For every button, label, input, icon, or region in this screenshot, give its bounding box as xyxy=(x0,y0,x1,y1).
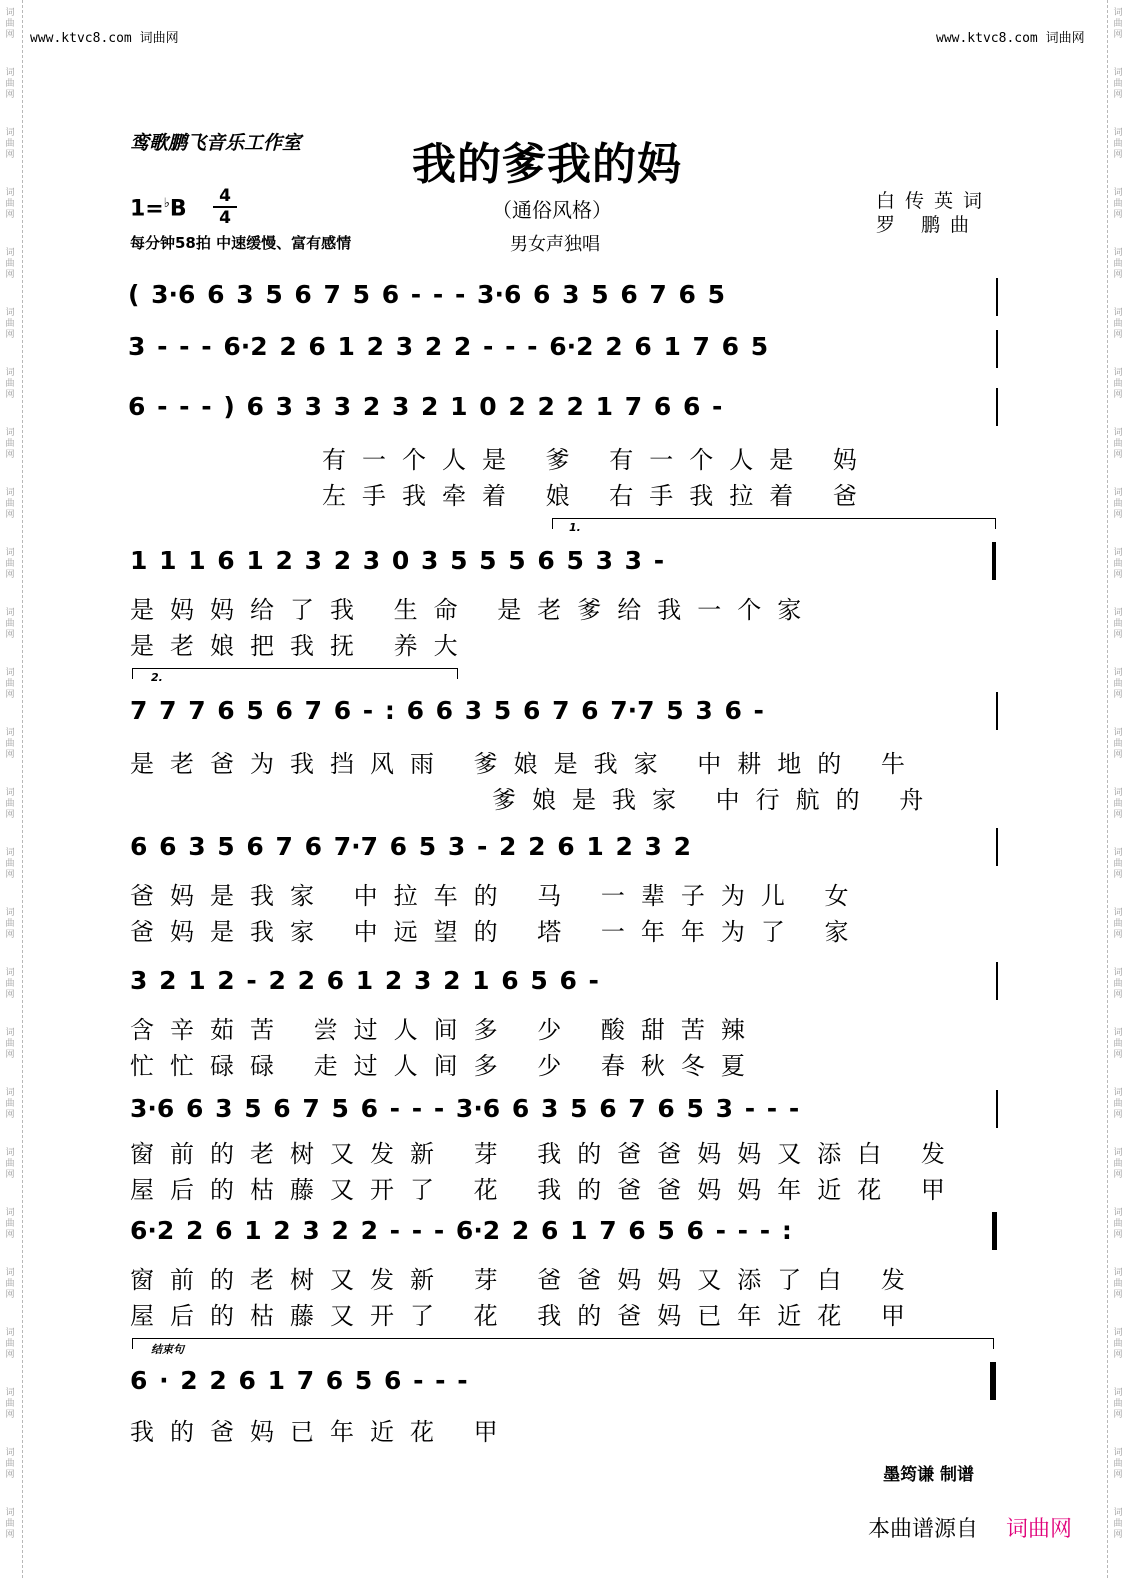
score-line-10: 6 · 2 2 6 1 7 6 5 6 - - - xyxy=(130,1366,468,1395)
side-watermark-char: 网 xyxy=(1113,1050,1123,1060)
side-watermark-char: 曲 xyxy=(1113,1399,1123,1409)
side-watermark-char: 曲 xyxy=(1113,1039,1123,1049)
side-watermark-char: 网 xyxy=(5,690,15,700)
lyric-3-v2: 爹娘是我家 中行航的 舟 xyxy=(492,786,940,814)
singers: 男女声独唱 xyxy=(510,234,600,255)
lyric-4-v2: 爸妈是我家 中远望的 塔 一年年为了 家 xyxy=(130,918,865,946)
side-watermark-char: 网 xyxy=(5,1410,15,1420)
side-watermark-char: 词 xyxy=(5,308,15,318)
side-watermark-char: 网 xyxy=(5,450,15,460)
side-watermark-char: 网 xyxy=(5,750,15,760)
side-watermark-char: 网 xyxy=(1113,810,1123,820)
side-watermark-char: 词 xyxy=(5,488,15,498)
side-watermark-char: 网 xyxy=(1113,450,1123,460)
score-line-5: 7 7 7 6 5 6 7 6 - : 6 6 3 5 6 7 6 7·7 5 3 6 - xyxy=(130,696,764,725)
side-watermark-char: 网 xyxy=(5,390,15,400)
lyric-8-v1: 我的爸妈已年近花 甲 xyxy=(130,1418,514,1446)
side-watermark-char: 词 xyxy=(5,728,15,738)
bar-line xyxy=(996,330,998,368)
side-watermark-char: 词 xyxy=(5,848,15,858)
bar-line xyxy=(996,962,998,1000)
song-title: 我的爹我的妈 xyxy=(412,139,682,190)
score-line-2: 3 - - - 6·2 2 6 1 2 3 2 2 - - - 6·2 2 6 1 7 6 5 xyxy=(128,332,769,361)
coda-bracket xyxy=(132,1338,994,1356)
side-watermark-char: 网 xyxy=(5,930,15,940)
side-watermark-char: 词 xyxy=(1113,1508,1123,1518)
bar-line xyxy=(996,1090,998,1128)
side-watermark-char: 曲 xyxy=(5,379,15,389)
side-watermark-char: 网 xyxy=(1113,1350,1123,1360)
studio-name: 鸾歌鹏飞音乐工作室 xyxy=(130,132,302,154)
time-numerator: 4 xyxy=(213,186,237,208)
side-watermark-char: 词 xyxy=(1113,788,1123,798)
side-watermark-char: 词 xyxy=(5,1388,15,1398)
side-watermark-char: 网 xyxy=(1113,1290,1123,1300)
bar-line xyxy=(996,828,998,866)
side-watermark-char: 曲 xyxy=(5,1459,15,1469)
side-watermark-char: 曲 xyxy=(1113,859,1123,869)
side-watermark-char: 曲 xyxy=(5,199,15,209)
side-watermark-char: 网 xyxy=(1113,1110,1123,1120)
side-watermark-char: 曲 xyxy=(1113,499,1123,509)
side-watermark-char: 网 xyxy=(5,90,15,100)
side-watermark-char: 曲 xyxy=(5,1399,15,1409)
side-watermark-char: 曲 xyxy=(5,739,15,749)
side-watermark-char: 网 xyxy=(1113,870,1123,880)
side-watermark-char: 词 xyxy=(1113,368,1123,378)
volta-1-label: 1. xyxy=(569,521,581,534)
score-line-4: 1 1 1 6 1 2 3 2 3 0 3 5 5 5 6 5 3 3 - xyxy=(130,546,665,575)
side-watermark-char: 词 xyxy=(5,548,15,558)
side-watermark-char: 词 xyxy=(1113,428,1123,438)
score-line-9: 6·2 2 6 1 2 3 2 2 - - - 6·2 2 6 1 7 6 5 6 - - - : xyxy=(130,1216,792,1245)
side-watermark-char: 曲 xyxy=(5,499,15,509)
key-signature xyxy=(130,196,187,221)
side-watermark-char: 曲 xyxy=(5,319,15,329)
side-watermark-char: 曲 xyxy=(1113,439,1123,449)
side-watermark-char: 曲 xyxy=(5,79,15,89)
volta-second-ending xyxy=(132,668,458,684)
volta-first-ending xyxy=(552,518,996,534)
side-watermark-char: 网 xyxy=(5,1110,15,1120)
lyric-3-v1: 是老爸为我挡风雨 爹娘是我家 中耕地的 牛 xyxy=(130,750,921,778)
side-watermark-char: 曲 xyxy=(1113,1219,1123,1229)
side-watermark-char: 词 xyxy=(1113,1148,1123,1158)
source-brand-link[interactable]: 词曲网 xyxy=(1006,1517,1073,1542)
side-watermark-char: 网 xyxy=(5,630,15,640)
time-signature xyxy=(213,186,237,228)
side-watermark-char: 曲 xyxy=(1113,1519,1123,1529)
side-watermark-char: 词 xyxy=(1113,1328,1123,1338)
side-watermark-char: 曲 xyxy=(5,859,15,869)
side-watermark-char: 词 xyxy=(5,1508,15,1518)
score-line-8: 3·6 6 3 5 6 7 5 6 - - - 3·6 6 3 5 6 7 6 5 3 - - - xyxy=(130,1094,800,1123)
side-watermark-char: 词 xyxy=(1113,848,1123,858)
side-watermark-char: 词 xyxy=(1113,488,1123,498)
side-watermark-char: 词 xyxy=(1113,1268,1123,1278)
score-line-6: 6 6 3 5 6 7 6 7·7 6 5 3 - 2 2 6 1 2 3 2 xyxy=(130,832,692,861)
side-watermark-char: 词 xyxy=(1113,1388,1123,1398)
right-margin-strip xyxy=(1107,0,1130,1578)
side-watermark-char: 词 xyxy=(1113,608,1123,618)
side-watermark-char: 词 xyxy=(1113,1448,1123,1458)
side-watermark-char: 网 xyxy=(1113,330,1123,340)
lyric-1-v1: 有一个人是 爹 有一个人是 妈 xyxy=(322,446,873,474)
lyric-2-v1: 是妈妈给了我 生命 是老爹给我一个家 xyxy=(130,596,818,624)
side-watermark-char: 曲 xyxy=(1113,79,1123,89)
side-watermark-char: 曲 xyxy=(1113,559,1123,569)
lyric-6-v1: 窗前的老树又发新 芽 我的爸爸妈妈又添白 发 xyxy=(130,1140,961,1168)
side-watermark-char: 网 xyxy=(1113,1170,1123,1180)
left-margin-strip xyxy=(0,0,23,1578)
site-url-left[interactable]: www.ktvc8.com 词曲网 xyxy=(30,31,179,46)
arranger-credit: 墨筠谦 制谱 xyxy=(883,1465,974,1485)
side-watermark-char: 曲 xyxy=(5,139,15,149)
side-watermark-char: 词 xyxy=(1113,1028,1123,1038)
side-watermark-char: 曲 xyxy=(1113,199,1123,209)
side-watermark-char: 曲 xyxy=(1113,619,1123,629)
side-watermark-char: 词 xyxy=(1113,1208,1123,1218)
side-watermark-char: 网 xyxy=(1113,990,1123,1000)
volta-2-label: 2. xyxy=(151,671,163,684)
side-watermark-char: 曲 xyxy=(1113,1099,1123,1109)
side-watermark-char: 词 xyxy=(1113,968,1123,978)
side-watermark-char: 词 xyxy=(5,908,15,918)
side-watermark-char: 曲 xyxy=(1113,1279,1123,1289)
coda-label: 结束句 xyxy=(151,1343,184,1356)
side-watermark-char: 词 xyxy=(1113,1088,1123,1098)
side-watermark-char: 词 xyxy=(5,1448,15,1458)
side-watermark-char: 网 xyxy=(5,1290,15,1300)
lyricist-credit: 白传英词 xyxy=(876,190,993,212)
side-watermark-char: 网 xyxy=(1113,750,1123,760)
lyric-4-v1: 爸妈是我家 中拉车的 马 一辈子为儿 女 xyxy=(130,882,865,910)
side-watermark-char: 网 xyxy=(1113,630,1123,640)
side-watermark-char: 词 xyxy=(1113,548,1123,558)
side-watermark-char: 曲 xyxy=(1113,919,1123,929)
double-bar-line xyxy=(992,542,996,580)
side-watermark-char: 网 xyxy=(1113,30,1123,40)
side-watermark-char: 网 xyxy=(5,1050,15,1060)
side-watermark-char: 词 xyxy=(1113,668,1123,678)
side-watermark-char: 词 xyxy=(1113,128,1123,138)
side-watermark-char: 网 xyxy=(5,1170,15,1180)
score-line-7: 3 2 1 2 - 2 2 6 1 2 3 2 1 6 5 6 - xyxy=(130,966,599,995)
key-prefix: 1= xyxy=(130,196,164,222)
side-watermark-char: 词 xyxy=(5,368,15,378)
side-watermark-char: 网 xyxy=(1113,210,1123,220)
side-watermark-char: 曲 xyxy=(1113,139,1123,149)
lyric-5-v1: 含辛茹苦 尝过人间多 少 酸甜苦辣 xyxy=(130,1016,761,1044)
key-note: B xyxy=(169,196,187,222)
side-watermark-char: 网 xyxy=(5,570,15,580)
side-watermark-char: 词 xyxy=(5,968,15,978)
lyric-2-v2: 是老娘把我抚 养大 xyxy=(130,632,474,660)
side-watermark-char: 网 xyxy=(5,210,15,220)
side-watermark-char: 词 xyxy=(5,608,15,618)
score-line-1: ( 3·6 6 3 5 6 7 5 6 - - - 3·6 6 3 5 6 7 6 5 xyxy=(128,280,726,309)
side-watermark-char: 网 xyxy=(1113,90,1123,100)
side-watermark-char: 网 xyxy=(5,330,15,340)
side-watermark-char: 网 xyxy=(5,1530,15,1540)
side-watermark-char: 词 xyxy=(5,428,15,438)
final-bar-line xyxy=(990,1362,996,1400)
side-watermark-char: 词 xyxy=(5,668,15,678)
side-watermark-char: 曲 xyxy=(5,919,15,929)
side-watermark-char: 网 xyxy=(1113,510,1123,520)
lyric-7-v1: 窗前的老树又发新 芽 爸爸妈妈又添了白 发 xyxy=(130,1266,921,1294)
side-watermark-char: 词 xyxy=(5,1328,15,1338)
time-denominator: 4 xyxy=(219,208,231,228)
side-watermark-char: 网 xyxy=(5,1470,15,1480)
side-watermark-char: 词 xyxy=(1113,248,1123,258)
side-watermark-char: 网 xyxy=(5,30,15,40)
side-watermark-char: 词 xyxy=(5,1088,15,1098)
lyric-6-v2: 屋后的枯藤又开了 花 我的爸爸妈妈年近花 甲 xyxy=(130,1176,961,1204)
side-watermark-char: 曲 xyxy=(5,259,15,269)
side-watermark-char: 曲 xyxy=(1113,259,1123,269)
side-watermark-char: 网 xyxy=(5,870,15,880)
side-watermark-char: 词 xyxy=(1113,8,1123,18)
side-watermark-char: 曲 xyxy=(5,1159,15,1169)
side-watermark-char: 网 xyxy=(1113,1230,1123,1240)
side-watermark-char: 网 xyxy=(1113,1530,1123,1540)
bar-line xyxy=(996,692,998,730)
side-watermark-char: 曲 xyxy=(5,979,15,989)
composer-credit: 罗 鹏曲 xyxy=(876,214,980,236)
side-watermark-char: 曲 xyxy=(5,799,15,809)
side-watermark-char: 曲 xyxy=(1113,319,1123,329)
side-watermark-char: 词 xyxy=(5,128,15,138)
side-watermark-char: 词 xyxy=(1113,308,1123,318)
song-style: （通俗风格） xyxy=(492,198,612,222)
side-watermark-char: 网 xyxy=(1113,1470,1123,1480)
lyric-1-v2: 左手我牵着 娘 右手我拉着 爸 xyxy=(322,482,873,510)
side-watermark-char: 网 xyxy=(5,810,15,820)
side-watermark-char: 网 xyxy=(5,150,15,160)
side-watermark-char: 网 xyxy=(1113,690,1123,700)
side-watermark-char: 曲 xyxy=(1113,739,1123,749)
side-watermark-char: 词 xyxy=(1113,728,1123,738)
side-watermark-char: 词 xyxy=(5,1268,15,1278)
side-watermark-char: 曲 xyxy=(5,439,15,449)
side-watermark-char: 曲 xyxy=(5,1339,15,1349)
side-watermark-char: 曲 xyxy=(1113,1339,1123,1349)
side-watermark-char: 网 xyxy=(1113,390,1123,400)
side-watermark-char: 网 xyxy=(5,510,15,520)
side-watermark-char: 网 xyxy=(1113,930,1123,940)
side-watermark-char: 曲 xyxy=(5,1219,15,1229)
side-watermark-char: 词 xyxy=(5,68,15,78)
side-watermark-char: 网 xyxy=(1113,1410,1123,1420)
side-watermark-char: 词 xyxy=(5,248,15,258)
side-watermark-char: 词 xyxy=(5,188,15,198)
side-watermark-char: 曲 xyxy=(1113,799,1123,809)
side-watermark-char: 网 xyxy=(5,990,15,1000)
site-url-right[interactable]: www.ktvc8.com 词曲网 xyxy=(936,31,1085,46)
side-watermark-char: 词 xyxy=(5,1208,15,1218)
bar-line xyxy=(996,388,998,426)
side-watermark-char: 曲 xyxy=(5,619,15,629)
side-watermark-char: 词 xyxy=(1113,908,1123,918)
side-watermark-char: 曲 xyxy=(1113,1159,1123,1169)
side-watermark-char: 网 xyxy=(5,1350,15,1360)
flat-symbol: ♭ xyxy=(163,196,170,211)
side-watermark-char: 词 xyxy=(5,1028,15,1038)
side-watermark-char: 曲 xyxy=(1113,379,1123,389)
side-watermark-char: 网 xyxy=(1113,570,1123,580)
side-watermark-char: 曲 xyxy=(5,1519,15,1529)
side-watermark-char: 词 xyxy=(5,8,15,18)
side-watermark-char: 曲 xyxy=(1113,1459,1123,1469)
side-watermark-char: 曲 xyxy=(1113,19,1123,29)
side-watermark-char: 曲 xyxy=(1113,979,1123,989)
side-watermark-char: 网 xyxy=(1113,150,1123,160)
repeat-end-bar xyxy=(992,1212,997,1250)
lyric-5-v2: 忙忙碌碌 走过人间多 少 春秋冬夏 xyxy=(130,1052,761,1080)
side-watermark-char: 词 xyxy=(1113,68,1123,78)
side-watermark-char: 曲 xyxy=(5,1039,15,1049)
tempo-marking: 每分钟58拍 中速缓慢、富有感情 xyxy=(130,234,352,252)
side-watermark-char: 曲 xyxy=(5,679,15,689)
side-watermark-char: 词 xyxy=(5,788,15,798)
side-watermark-char: 网 xyxy=(5,270,15,280)
lyric-7-v2: 屋后的枯藤又开了 花 我的爸妈已年近花 甲 xyxy=(130,1302,921,1330)
side-watermark-char: 词 xyxy=(1113,188,1123,198)
side-watermark-char: 曲 xyxy=(5,19,15,29)
side-watermark-char: 曲 xyxy=(1113,679,1123,689)
side-watermark-char: 词 xyxy=(5,1148,15,1158)
source-label: 本曲谱源自 xyxy=(868,1517,979,1542)
side-watermark-char: 网 xyxy=(5,1230,15,1240)
side-watermark-char: 曲 xyxy=(5,559,15,569)
side-watermark-char: 网 xyxy=(1113,270,1123,280)
side-watermark-char: 曲 xyxy=(5,1099,15,1109)
score-line-3: 6 - - - ) 6 3 3 3 2 3 2 1 0 2 2 2 1 7 6 6 - xyxy=(128,392,723,421)
side-watermark-char: 曲 xyxy=(5,1279,15,1289)
bar-line xyxy=(996,278,998,316)
